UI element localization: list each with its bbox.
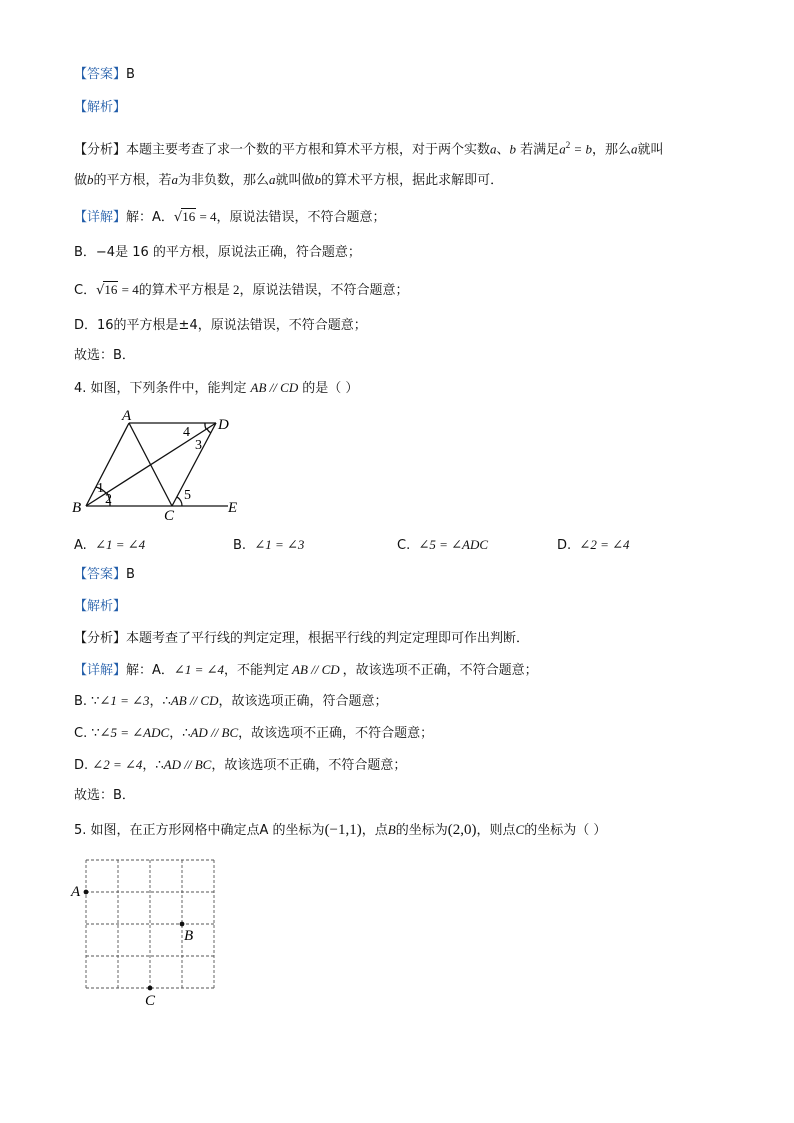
- segment-AC: [129, 423, 172, 506]
- angle-arc-4: [205, 423, 206, 429]
- sqrt-symbol: √: [173, 210, 183, 225]
- option-text: ∠2 = ∠4: [579, 537, 630, 552]
- question-5-stem: [74, 821, 606, 840]
- detail-a-q4: [74, 661, 538, 680]
- option-text: ∠1 = ∠4: [95, 537, 146, 552]
- sep: 、: [496, 142, 510, 158]
- detail-a-q3: [74, 208, 386, 227]
- option-c: [397, 536, 488, 555]
- fenxi-text: 为非负数，那么: [178, 173, 270, 188]
- detail-b-q3: [74, 244, 361, 262]
- angle-label-2: 2: [105, 492, 112, 507]
- radicand: 16: [182, 209, 196, 224]
- detail-text: ，故该选项正确，符合题意；: [218, 694, 388, 709]
- fenxi-text: 的平方根，若: [93, 173, 172, 188]
- dashed-grid: [86, 860, 214, 988]
- sqrt-symbol: √: [96, 283, 105, 298]
- point-B-dot: [180, 922, 185, 927]
- var-b: b: [87, 172, 94, 187]
- fenxi-text: 本题考查了平行线的判定定理，根据平行线的判定定理即可作出判断．: [126, 631, 530, 646]
- fenxi-text: ，那么: [591, 142, 631, 158]
- detail-tag: 【详解】: [74, 210, 127, 225]
- option-letter: B.: [233, 538, 247, 553]
- fenxi-text: 的算术平方根，据此求解即可．: [321, 173, 504, 188]
- choose-q4: [74, 787, 135, 805]
- detail-text: D.: [74, 758, 89, 773]
- point-c: C: [515, 822, 525, 837]
- eq-rest: = b: [570, 141, 592, 157]
- angle-label-4: 4: [183, 425, 190, 440]
- detail-math: ∠2 = ∠4: [92, 757, 143, 772]
- q4-figure: [70, 405, 250, 520]
- detail-math: ∠1 = ∠4: [173, 662, 224, 677]
- option-letter: A.: [74, 538, 87, 553]
- angle-arc-3: [207, 429, 211, 433]
- fenxi-tag: 【分析】: [74, 631, 127, 646]
- detail-text: C．: [74, 283, 97, 298]
- analysis-tag: 【解析】: [74, 599, 127, 614]
- label-B: B: [72, 500, 82, 516]
- detail-text: = 4的算术平方根是 2，原说法错误，不符合题意；: [118, 282, 409, 297]
- stem-math: AB // CD: [250, 380, 299, 395]
- detail-math: ∠1 = ∠3: [99, 693, 150, 708]
- analysis-heading-q4: [74, 598, 126, 616]
- fenxi-tag: 【分析】: [74, 142, 127, 158]
- label-C: C: [145, 993, 156, 1009]
- detail-text: ，故该选项不正确，不符合题意；: [238, 726, 434, 741]
- answer-tag: 【答案】: [74, 67, 127, 82]
- detail-c-q3: [74, 281, 408, 300]
- option-letter: D.: [557, 538, 572, 553]
- option-d: [557, 536, 629, 555]
- angle-label-5: 5: [184, 488, 191, 503]
- choose-text: 故选：B．: [74, 348, 135, 363]
- analysis-heading-q3: [74, 99, 126, 117]
- question-4-stem: [74, 379, 358, 398]
- detail-text: = 4，原说法错误，不符合题意；: [196, 209, 386, 224]
- stem-text: 的是（ ）: [302, 381, 359, 396]
- stem-text: ，则点: [476, 823, 516, 838]
- answer-tag: 【答案】: [74, 567, 127, 582]
- stem-text: 4. 如图，下列条件中，能判定: [74, 381, 247, 396]
- detail-text: 解：A．: [126, 663, 174, 678]
- detail-text: B. ∵: [74, 694, 100, 709]
- fenxi-text: 做: [74, 173, 88, 188]
- var-b: b: [509, 141, 517, 157]
- fenxi-q4: [74, 630, 529, 648]
- detail-math: AB // CD: [170, 693, 219, 708]
- choose-text: 故选：B．: [74, 788, 135, 803]
- coord-b: (2,0): [447, 822, 477, 838]
- stem-text: 的坐标为（ ）: [524, 823, 607, 838]
- option-a: [74, 536, 145, 555]
- angle-label-1: 1: [97, 481, 104, 496]
- fenxi-text: 若满足: [516, 142, 560, 158]
- detail-text: ，∴: [142, 758, 164, 773]
- answer-line-q4: [74, 566, 135, 584]
- point-b: B: [387, 822, 396, 837]
- var-a: a: [630, 141, 638, 157]
- option-text: ∠5 = ∠ADC: [418, 537, 489, 552]
- fenxi-line2-q3: [74, 171, 503, 190]
- detail-math: AD // BC: [190, 725, 239, 740]
- stem-text: ，点: [361, 823, 388, 838]
- detail-text: ，故该选项不正确，不符合题意；: [342, 663, 538, 678]
- detail-text: C. ∵: [74, 726, 100, 741]
- fenxi-text: 就叫做: [275, 173, 315, 188]
- answer-value: B: [126, 67, 135, 82]
- q5-grid-figure: [68, 855, 220, 1010]
- coord-a: (−1,1): [324, 822, 362, 838]
- detail-text: ，∴: [169, 726, 191, 741]
- detail-c-q4: [74, 724, 433, 743]
- label-B: B: [184, 928, 194, 944]
- point-C-dot: [148, 986, 153, 991]
- var-b: b: [314, 172, 322, 187]
- option-text: ∠1 = ∠3: [254, 537, 305, 552]
- detail-text: 解：A．: [126, 210, 174, 225]
- detail-math: AB // CD: [292, 662, 340, 677]
- radicand: 16: [104, 282, 118, 297]
- point-A-dot: [84, 890, 89, 895]
- detail-math: ∠5 = ∠ADC: [99, 725, 170, 740]
- detail-text: ，故该选项不正确，不符合题意；: [211, 758, 407, 773]
- fenxi-text: 本题主要考查了求一个数的平方根和算术平方根，对于两个实数: [126, 142, 491, 158]
- angle-arc-5: [177, 497, 182, 506]
- var-a: a: [269, 172, 276, 187]
- fenxi-text: 就叫: [637, 142, 664, 158]
- fenxi-line1-q3: [74, 136, 664, 159]
- label-E: E: [228, 500, 238, 516]
- label-A: A: [122, 408, 132, 424]
- label-A: A: [71, 884, 81, 900]
- var-a: a: [171, 172, 179, 187]
- segment-CD: [172, 423, 216, 506]
- detail-text: B．−4是 16 的平方根，原说法正确，符合题意；: [74, 245, 361, 260]
- option-letter: C.: [397, 538, 411, 553]
- eq-exp: 2: [565, 140, 571, 150]
- angle-label-3: 3: [195, 438, 202, 453]
- stem-text: 5. 如图，在正方形网格中确定点A 的坐标为: [74, 823, 325, 838]
- detail-text: D．16的平方根是±4，原说法错误，不符合题意；: [74, 318, 367, 333]
- detail-tag: 【详解】: [74, 663, 127, 678]
- detail-b-q4: [74, 692, 388, 711]
- detail-text: ，不能判定: [223, 663, 289, 678]
- var-a: a: [490, 141, 497, 157]
- choose-q3: [74, 347, 135, 365]
- answer-line-q3: [74, 66, 135, 84]
- stem-text: 的坐标为: [395, 823, 448, 838]
- eq-a: a: [559, 141, 566, 157]
- analysis-tag: 【解析】: [74, 100, 127, 115]
- detail-math: AD // BC: [163, 757, 212, 772]
- answer-value: B: [126, 567, 135, 582]
- label-C: C: [164, 508, 175, 520]
- detail-text: ，∴: [149, 694, 171, 709]
- detail-d-q3: [74, 317, 367, 335]
- detail-d-q4: [74, 756, 406, 775]
- option-b: [233, 536, 304, 555]
- label-D: D: [218, 417, 229, 433]
